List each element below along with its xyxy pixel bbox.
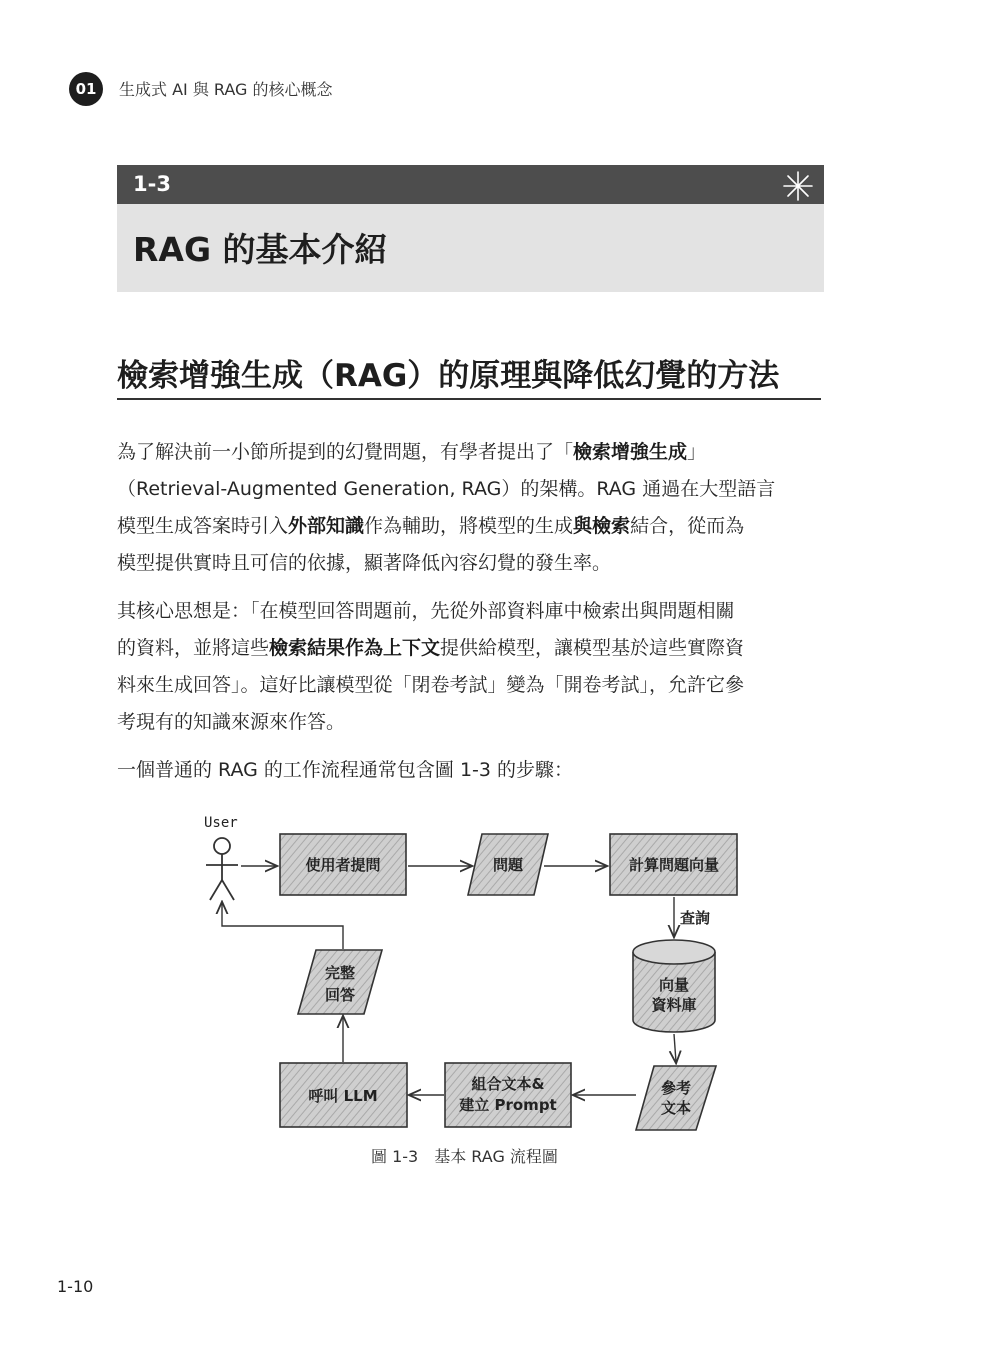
paragraph-1-line-2 bbox=[117, 474, 775, 501]
text-run: 模型提供實時且可信的依據，顯著降低內容幻覺的發生率。 bbox=[117, 552, 612, 574]
node-combine-prompt bbox=[445, 1063, 571, 1127]
bold-term: 與檢索 bbox=[573, 515, 631, 537]
edge-query-label: 查詢 bbox=[680, 909, 711, 927]
figure-caption: 圖 1-3 基本 RAG 流程圖 bbox=[371, 1147, 558, 1166]
text-run: 」 bbox=[687, 441, 707, 463]
text-run: 提供給模型，讓模型基於這些實際資 bbox=[440, 637, 745, 659]
paragraph-2-line-2 bbox=[117, 633, 744, 660]
node-answer-label-1: 完整 bbox=[324, 964, 356, 982]
text-run: 結合，從而為 bbox=[630, 515, 745, 537]
text-run: （Retrieval-Augmented Generation, RAG）的架構。RAG 通過在大型語言 bbox=[117, 478, 776, 500]
node-full-answer bbox=[298, 950, 382, 1014]
text-run: 作為輔助，將模型的生成 bbox=[364, 515, 574, 537]
subsection-underline bbox=[117, 398, 821, 400]
node-question-label: 問題 bbox=[492, 856, 524, 874]
node-vector-db-label-2: 資料庫 bbox=[651, 996, 697, 1014]
node-reference-label-2: 文本 bbox=[660, 1099, 692, 1117]
paragraph-2-line-3 bbox=[117, 670, 744, 697]
section-title: RAG 的基本介紹 bbox=[133, 230, 388, 269]
paragraph-3-line-1 bbox=[117, 755, 573, 782]
paragraph-2-line-4 bbox=[117, 707, 345, 734]
node-reference-text bbox=[636, 1066, 716, 1130]
text-run: 考現有的知識來源來作答。 bbox=[117, 711, 346, 733]
bold-term: 檢索結果作為上下文 bbox=[269, 637, 441, 659]
running-title: 生成式 AI 與 RAG 的核心概念 bbox=[119, 80, 333, 99]
node-combine-label-1: 組合文本& bbox=[471, 1075, 545, 1093]
section-number: 1-3 bbox=[133, 172, 171, 196]
user-icon bbox=[206, 838, 238, 900]
node-compute-vector-label: 計算問題向量 bbox=[628, 856, 720, 874]
paragraph-2-line-1 bbox=[117, 596, 735, 623]
node-user-question-label: 使用者提問 bbox=[305, 856, 381, 874]
node-vector-db-label-1: 向量 bbox=[658, 976, 690, 994]
edge-db-to-reference bbox=[674, 1034, 676, 1062]
text-run: 的資料，並將這些 bbox=[117, 637, 270, 659]
page-number: 1-10 bbox=[57, 1277, 94, 1296]
sparkle-icon bbox=[782, 170, 814, 202]
text-run: 模型生成答案時引入 bbox=[117, 515, 289, 537]
paragraph-1-line-3 bbox=[117, 511, 744, 538]
bold-term: 外部知識 bbox=[288, 515, 365, 537]
bold-term: 檢索增強生成 bbox=[573, 441, 688, 463]
text-run: 一個普通的 RAG 的工作流程通常包含圖 1-3 的步驟： bbox=[117, 759, 574, 781]
user-label: User bbox=[204, 815, 238, 831]
node-answer-label-2: 回答 bbox=[324, 986, 356, 1004]
text-run: 料來生成回答」。這好比讓模型從「閉卷考試」變為「開卷考試」，允許它參 bbox=[117, 674, 745, 696]
paragraph-1-line-4 bbox=[117, 548, 611, 575]
text-run: 為了解決前一小節所提到的幻覺問題，有學者提出了「 bbox=[117, 441, 574, 463]
chapter-badge: 01 bbox=[69, 72, 103, 106]
node-reference-label-1: 參考 bbox=[660, 1079, 692, 1097]
paragraph-1-line-1 bbox=[117, 437, 706, 464]
text-run: 其核心思想是：「在模型回答問題前，先從外部資料庫中檢索出與問題相關 bbox=[117, 600, 735, 622]
node-combine-label-2: 建立 Prompt bbox=[459, 1096, 557, 1114]
node-call-llm-label: 呼叫 LLM bbox=[308, 1087, 378, 1105]
rag-flow-diagram bbox=[196, 810, 756, 1140]
section-number-band bbox=[117, 165, 824, 204]
edge-answer-to-user bbox=[222, 903, 343, 949]
subsection-title: 檢索增強生成（RAG）的原理與降低幻覺的方法 bbox=[117, 358, 780, 394]
